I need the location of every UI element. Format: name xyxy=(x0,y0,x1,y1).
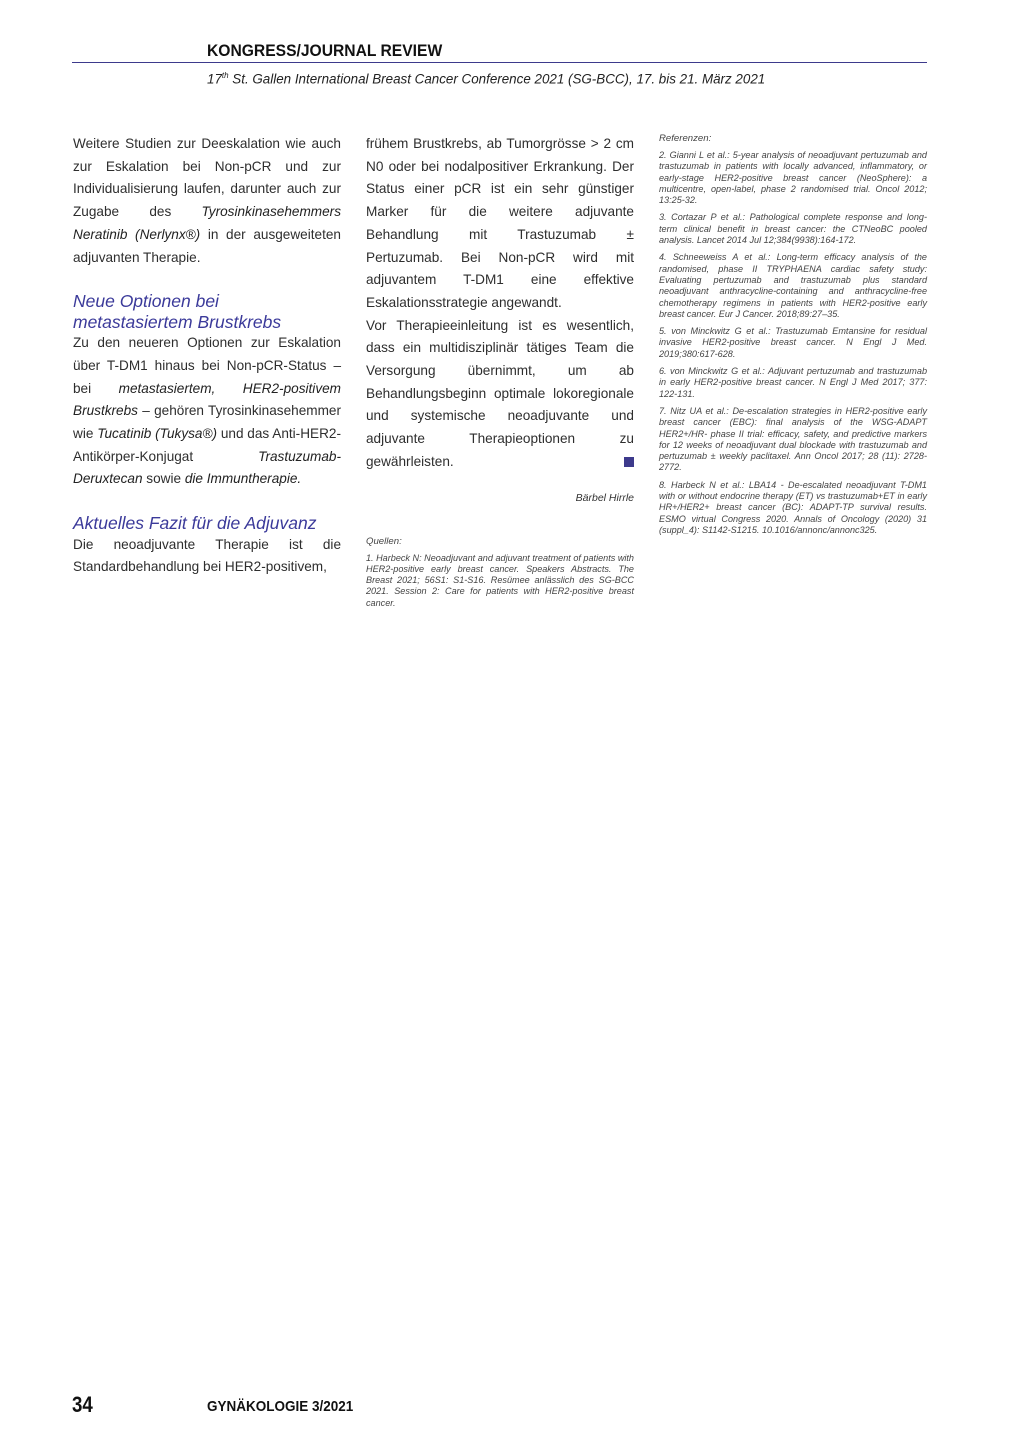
references-label: Referenzen: xyxy=(659,133,712,144)
column-2 xyxy=(366,133,634,609)
heading-adjuvant-conclusion: Aktuelles Fazit für die Adjuvanz xyxy=(73,513,317,534)
emphasis-deruxtecan: Trastuzumab-Deruxtecan xyxy=(73,448,341,487)
conference-subtitle xyxy=(207,71,765,86)
paragraph-neoadjuvant: Die neoadjuvante Therapie ist die Standardbehandlung bei HER2-positivem, xyxy=(73,536,341,575)
sources-label: Quellen: xyxy=(366,535,402,547)
reference-item: 8. Harbeck N et al.: LBA14 - De-escalated neoadjuvant T-DM1 with or without endocrine therapy (ET) vs trastuzumab+ET in early HR+/HER2+ breast cancer (BC): ADAPT-TP survival results. ESMO virtual Congress 2020. Annals of Oncology (2020) 31 (suppl_4): S1142-S1215. 10.1016/annonc/annonc325. xyxy=(659,479,927,535)
reference-item: 7. Nitz UA et al.: De-escalation strategies in HER2-positive early breast cancer (EBC): final analysis of the WSG-ADAPT HER2+/HR- phase II trial: efficacy, safety, and predictive markers for 12 weeks of neoadjuvant dual blockade with trastuzumab and pertuzumab ± weekly paclitaxel. Ann Oncol 2017; 28 (11): 2728-2772. xyxy=(659,405,927,473)
reference-item: 2. Gianni L et al.: 5-year analysis of neoadjuvant pertuzumab and trastuzumab in patients with locally advanced, inflammatory, or early-stage HER2-positive breast cancer (NeoSphere): a multicentre, open-label, phase 2 randomised trial. Oncol 2012; 13:25-32. xyxy=(659,150,927,206)
reference-item: 3. Cortazar P et al.: Pathological complete response and long-term clinical benefit in breast cancer: the CTNeoBC pooled analysis. Lancet 2014 Jul 12;384(9938):164-172. xyxy=(659,212,927,246)
paragraph-metastatic-options xyxy=(73,332,341,491)
conference-name: St. Gallen International Breast Cancer Conference 2021 (SG-BCC), 17. bis 21. März 2021 xyxy=(228,71,766,87)
header-rule xyxy=(72,62,927,63)
conference-number-suffix: th xyxy=(221,71,229,80)
reference-item: 5. von Minckwitz G et al.: Trastuzumab Emtansine for residual invasive HER2-positive breast cancer. N Engl J Med. 2019;380:617-628. xyxy=(659,326,927,359)
emphasis-immunotherapy: die Immuntherapie. xyxy=(184,471,302,487)
emphasis-her2-metastatic: metastasiertem, HER2-positivem Brustkrebs xyxy=(73,380,341,419)
page-number: 34 xyxy=(72,1392,93,1417)
paragraph-team xyxy=(366,315,634,474)
text-run: und das Anti-HER2-Antikörper-Konjugat xyxy=(73,426,341,464)
text-run: sowie xyxy=(142,471,185,487)
journal-issue: GYNÄKOLOGIE 3/2021 xyxy=(207,1398,354,1415)
section-title: KONGRESS/JOURNAL REVIEW xyxy=(207,41,443,60)
column-3 xyxy=(659,133,927,536)
conference-number: 17 xyxy=(207,71,222,87)
paragraph-studies xyxy=(73,133,341,269)
text-run: Vor Therapieeinleitung ist es wesentlich, dass ein multidisziplinär tätiges Team die Versorgung übernimmt, um ab Behandlungsbeginn optimale lokoregionale und systemische neoadjuvante und adjuvante Therapieoptionen zu gewährleisten. xyxy=(366,317,634,469)
reference-item: 4. Schneeweiss A et al.: Long-term efficacy analysis of the randomised, phase II TRYPHAENA cardiac safety study: Evaluating pertuzumab and trastuzumab plus standard neoadjuvant anthracycline-containing and anthracycline-free chemotherapy regimens in patients with HER2-positive early breast cancer. Eur J Cancer. 2018;89:27–35. xyxy=(659,252,927,319)
end-of-article-mark xyxy=(624,457,634,467)
column-1 xyxy=(73,133,341,579)
reference-item: 6. von Minckwitz G et al.: Adjuvant pertuzumab and trastuzumab in early HER2-positive breast cancer. N Engl J Med 2017; 377: 122-131. xyxy=(659,366,927,399)
text-run: Zu den neueren Optionen zur Eskalation über T-DM1 hinaus bei Non-pCR-Status – bei xyxy=(73,335,341,396)
paragraph-early-breast-cancer: frühem Brustkrebs, ab Tumorgrösse > 2 cm N0 oder bei nodalpositiver Erkrankung. Der Status einer pCR ist ein sehr günstiger Marker für die weitere adjuvante Behandlung mit Trastuzumab ± Pertuzumab. Bei Non-pCR wird mit adjuvantem T-DM1 eine effektive Eskalationsstrategie angewandt. xyxy=(366,136,634,310)
text-run: Weitere Studien zur Deeskalation wie auch zur Eskalation bei Non-pCR und zur Individualisierung laufen, darunter auch zur Zugabe des xyxy=(73,136,341,220)
source-item: 1. Harbeck N: Neoadjuvant and adjuvant treatment of patients with HER2-positive early breast cancer. Speakers Abstracts. The Breast 2021; 56S1: S1-S16. Resümee anlässlich des SG-BCC 2021. Session 2: Care for patients with HER2-positive breast cancer. xyxy=(366,552,634,608)
heading-metastatic: Neue Optionen bei metastasiertem Brustkrebs xyxy=(73,291,282,332)
text-run: in der ausgeweiteten adjuvanten Therapie. xyxy=(73,226,341,265)
author-name: Bärbel Hirrle xyxy=(575,491,634,504)
emphasis-tucatinib: Tucatinib (Tukysa®) xyxy=(97,426,218,442)
text-run: – gehören Tyrosinkinasehemmer wie xyxy=(73,403,341,442)
emphasis-neratinib: Tyrosinkinasehemmers Neratinib (Nerlynx®) xyxy=(73,204,341,242)
